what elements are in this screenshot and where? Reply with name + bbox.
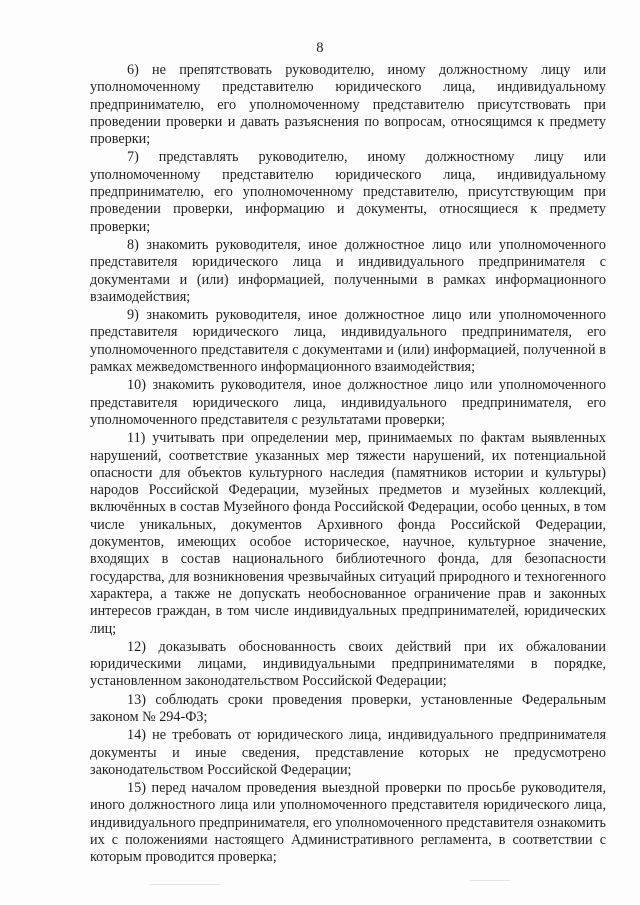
paragraph-item-14: 14) не требовать от юридического лица, индивидуального предпринимателя документы и иные сведения, представление которых не предусмотрено законодательством Российской Федерации;: [90, 727, 606, 778]
scan-artifact: [470, 880, 510, 881]
paragraph-item-13: 13) соблюдать сроки проведения проверки, установленные Федеральным законом № 294-ФЗ;: [90, 691, 606, 725]
paragraph-item-11: 11) учитывать при определении мер, принимаемых по фактам выявленных нарушений, соответствие указанных мер тяжести нарушений, их потенциальной опасности для объектов культурного наследия (памятников истории и культуры) народов Российской Федерации, музейных предметов и музейных коллекций, включённых в состав Музейного фонда Российской Федерации, особо ценных, в том числе уникальных, документов Архивного фонда Российской Федерации, документов, имеющих особое историческое, научное, культурное значение, входящих в состав национального библиотечного фонда, для безопасности государства, для возникновения чрезвычайных ситуаций природного и техногенного характера, а также не допускать необоснованное ограничение прав и законных интересов граждан, в том числе индивидуальных предпринимателей, юридических лиц;: [90, 430, 606, 637]
paragraph-item-15: 15) перед началом проведения выездной проверки по просьбе руководителя, иного должностного лица или уполномоченного представителя юридического лица, индивидуального предпринимателя, его уполномоченного представителя ознакомить их с положениями настоящего Административного регламента, в соответствии с которым проводится проверка;: [90, 780, 606, 866]
paragraph-item-9: 9) знакомить руководителя, иное должностное лицо или уполномоченного представителя юридического лица, индивидуального предпринимателя, его уполномоченного представителя с документами и (или) информацией, полученной в рамках межведомственного информационного взаимодействия;: [90, 307, 606, 376]
document-body: [90, 62, 606, 867]
paragraph-item-8: 8) знакомить руководителя, иное должностное лицо или уполномоченного представителя юридического лица и индивидуального предпринимателя с документами и (или) информацией, полученными в рамках информационного взаимодействия;: [90, 236, 606, 305]
paragraph-item-6: 6) не препятствовать руководителю, иному должностному лицу или уполномоченному представителю юридического лица, индивидуальному предпринимателю, его уполномоченному представителю присутствовать при проведении проверки и давать разъяснения по вопросам, относящимся к предмету проверки;: [90, 62, 606, 148]
paragraph-item-10: 10) знакомить руководителя, иное должностное лицо или уполномоченного представителя юридического лица, индивидуального предпринимателя, его уполномоченного представителя с результатами проверки;: [90, 377, 606, 428]
paragraph-item-12: 12) доказывать обоснованность своих действий при их обжаловании юридическими лицами, индивидуальными предпринимателями в порядке, установленном законодательством Российской Федерации;: [90, 638, 606, 690]
paragraph-item-7: 7) представлять руководителю, иному должностному лицу или уполномоченному представителю юридического лица, индивидуальному предпринимателю, его уполномоченному представителю, присутствующим при проведении проверки, информацию и документы, относящиеся к предмету проверки;: [90, 149, 606, 235]
scan-artifact: [150, 884, 220, 885]
page-number: 8: [316, 40, 324, 56]
